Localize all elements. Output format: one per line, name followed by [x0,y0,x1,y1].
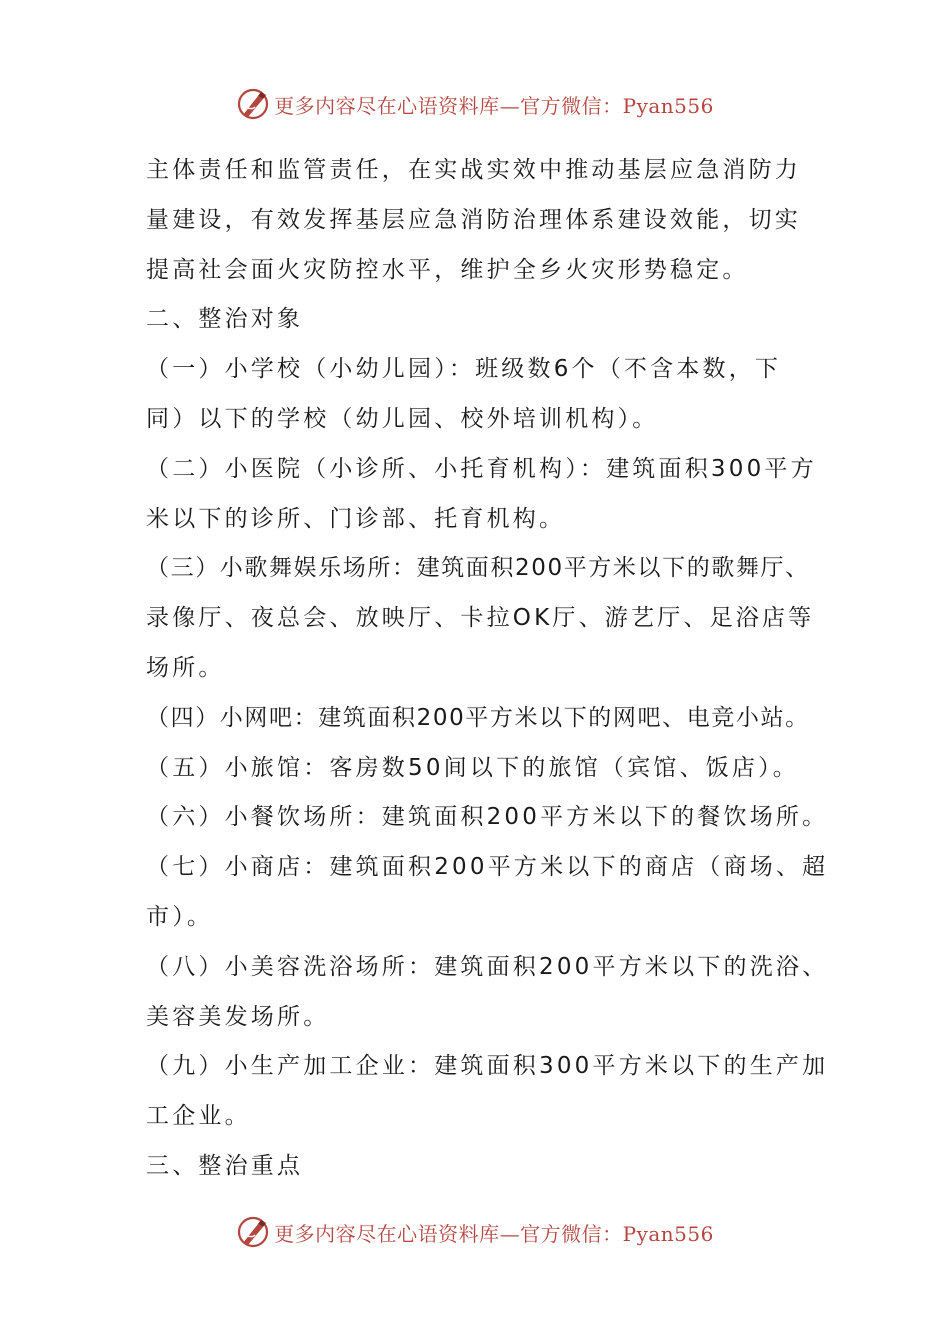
text-line: 录像厅、夜总会、放映厅、卡拉OK厅、游艺厅、足浴店等 [146,605,815,632]
text-line: （一）小学校（小幼儿园）：班级数6个（不含本数，下 [146,356,782,383]
text-line: 场所。 [146,654,225,681]
section-heading: 二、整治对象 [146,306,304,333]
text-line: （三）小歌舞娱乐场所：建筑面积200平方米以下的歌舞厅、 [146,555,810,582]
text-line: （七）小商店：建筑面积200平方米以下的商店（商场、超 [146,854,829,881]
text-line: （九）小生产加工企业：建筑面积300平方米以下的生产加 [146,1053,829,1080]
header-banner [0,84,950,124]
section-heading: 三、整治重点 [146,1152,304,1179]
document-body [146,146,829,1192]
text-line: （二）小医院（小诊所、小托育机构）：建筑面积300平方 [146,455,817,482]
text-line: （八）小美容洗浴场所：建筑面积200平方米以下的洗浴、 [146,953,829,980]
text-line: （六）小餐饮场所：建筑面积200平方米以下的餐饮场所。 [146,804,829,831]
text-line: 美容美发场所。 [146,1003,330,1030]
header-banner-text: 更多内容尽在心语资料库—官方微信：Pyan556 [274,93,714,118]
text-line: 市）。 [146,903,214,930]
pen-logo-icon [236,1215,270,1249]
footer-banner-text: 更多内容尽在心语资料库—官方微信：Pyan556 [274,1221,714,1246]
text-line: （五）小旅馆：客房数50间以下的旅馆（宾馆、饭店）。 [146,754,799,781]
text-line: 米以下的诊所、门诊部、托育机构。 [146,505,566,532]
pen-logo-icon [236,87,270,121]
text-line: 同）以下的学校（幼儿园、校外培训机构）。 [146,405,659,432]
text-line: （四）小网吧：建筑面积200平方米以下的网吧、电竞小站。 [146,704,810,731]
footer-banner [0,1212,950,1252]
text-line: 提高社会面火灾防控水平，维护全乡火灾形势稳定。 [146,256,749,283]
text-line: 量建设，有效发挥基层应急消防治理体系建设效能，切实 [146,206,801,233]
text-line: 主体责任和监管责任，在实战实效中推动基层应急消防力 [146,157,801,183]
text-line: 工企业。 [146,1103,251,1130]
